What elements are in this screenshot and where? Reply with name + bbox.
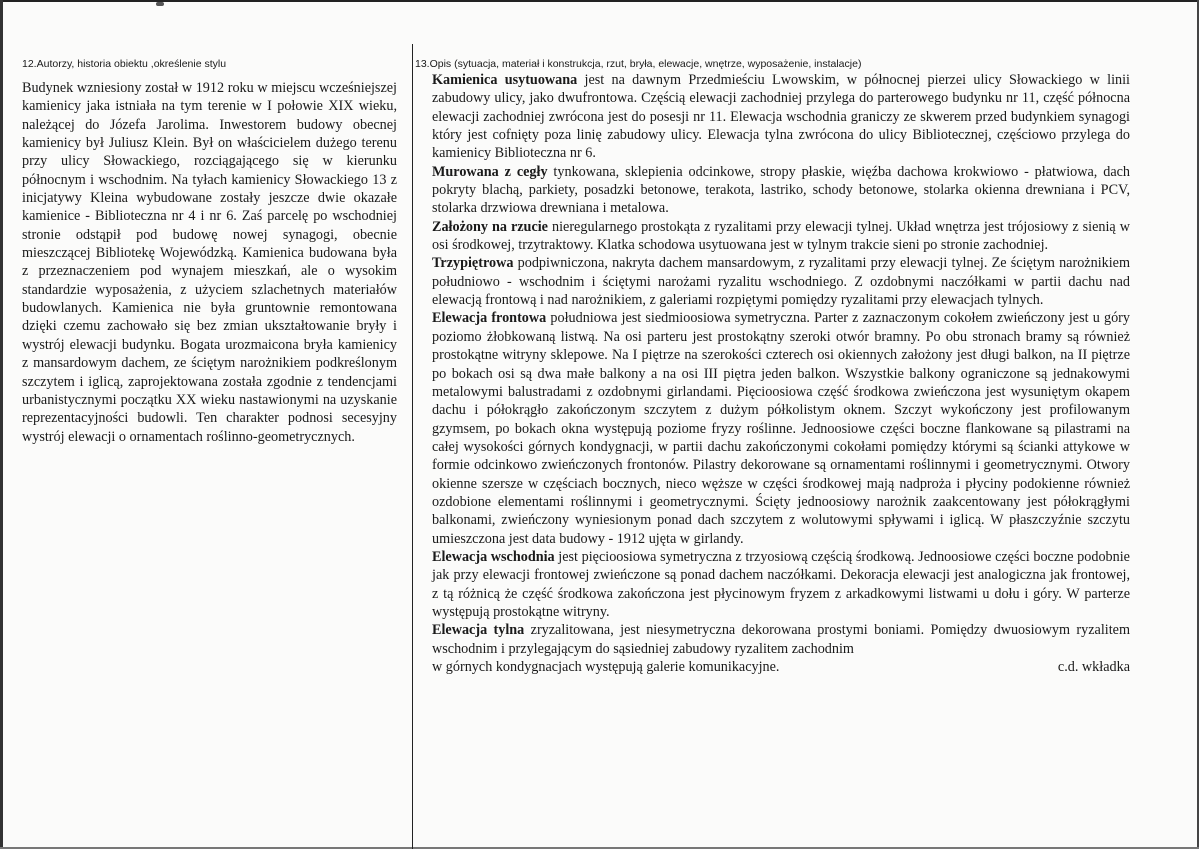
scan-mark	[156, 2, 164, 6]
east-facade-lead: Elewacja wschodnia	[432, 548, 555, 565]
massing-paragraph	[432, 254, 1130, 309]
construction-lead: Murowana z cegły	[432, 163, 548, 180]
floorplan-paragraph	[432, 218, 1130, 255]
construction-text: tynkowana, sklepienia odcinkowe, stropy płaskie, więźba dachowa krokwiowo - płatwiowa, dach pokryty blachą, parkiety, posadzki betonowe, terakota, lastriko, schody betonowe, stolarka okienna drewniana i PCV, stolarka drzwiowa drewniana i metalowa.	[432, 163, 1131, 217]
history-paragraph: Budynek wzniesiony został w 1912 roku w miejscu wcześniejszej kamienicy jaka istniała na tym terenie w I połowie XIX wieku, należącej do Józefa Jarolima. Inwestorem budowy obecnej kamienicy był Juliusz Klein. Był on właścicielem dużego terenu przy ulicy Słowackiego, rozciągającego się w kierunku północnym i wschodnim. Na tyłach kamienicy Słowackiego 13 z inicjatywy Kleina wybudowane zostały jeszcze dwie okazałe kamienice - Biblioteczna nr 4 i nr 6. Zaś parcelę po wschodniej stronie odstąpił pod budowę nowej synagogi, obecnie mieszczącej Bibliotekę Wojewódzką. Kamienica budowana była z przeznaczeniem pod wynajem mieszkań, ale o wysokim standardzie wyposażenia, z użyciem szlachetnych materiałów budowlanych. Kamienica nie była gruntownie remontowana dzięki czemu zachowało się bez zmian ukształtowanie bryły i wystrój elewacji budynku. Bogata urozmaicona bryła kamienicy z mansardowym dachem, ze ściętym narożnikiem podkreślonym szczytem i iglicą, zaprojektowana została zgodnie z tendencjami urbanistycznymi początku XX wieku nastawionymi na uzyskanie reprezentacyjności budowli. Ten charakter podnosi secesyjny wystrój elewacji o ornamentach roślinno-geometrycznych.	[22, 80, 397, 445]
column-divider	[412, 44, 413, 849]
massing-lead: Trzypiętrowa	[432, 255, 514, 272]
continuation-note: c.d. wkładka	[1057, 659, 1130, 675]
front-facade-lead: Elewacja frontowa	[432, 310, 547, 327]
construction-paragraph	[432, 163, 1130, 218]
section-12-heading: 12.Autorzy, historia obiektu ,określenie stylu	[22, 58, 227, 70]
location-lead: Kamienica usytuowana	[432, 72, 578, 88]
rear-facade-last-line: w górnych kondygnacjach występują galerie komunikacyjne.	[432, 659, 780, 675]
rear-facade-paragraph	[432, 621, 1130, 658]
rear-facade-lead: Elewacja tylna	[432, 622, 525, 639]
east-facade-text: jest pięcioosiowa symetryczna z trzyosiową częścią środkową. Jednoosiowe części boczne podobnie jak przy elewacji frontowej zwieńczone są ponad dachem naczółkami. Dekoracja elewacji jest analogiczna jak frontowej, z tą różnicą że część środkowa zakończona jest płycinowym fryzem z arkadkowymi listwami u dołu i góry. W parterze występują prostokątne witryny.	[432, 548, 1130, 620]
page-left-edge	[0, 0, 3, 849]
page-top-edge	[0, 0, 1199, 2]
floorplan-lead: Założony na rzucie	[432, 218, 548, 235]
front-facade-text: południowa jest siedmioosiowa symetryczna. Parter z zaznaczonym cokołem zwieńczony jest u góry poziomo żłobkowaną listwą. Na osi parteru jest prostokątny szeroki otwór bramny. Po obu stronach bramy są również prostokątne witryny sklepowe. Na I piętrze na szerokości czterech osi okiennych założony jest długi balkon, na II piętrze po bokach osi są dwa małe balkony a na osi III piętra jeden balkon. Wszystkie balkony ograniczone są jednakowymi metalowymi balustradami z ozdobnymi girlandami. Pięcioosiowa część środkowa zwieńczona jest wysuniętym okapem dachu i półokrągło zakończonym szczytem z dużym półkolistym oknem. Szczyt wykończony jest profilowanym gzymsem, po bokach okna występują poziome fryzy roślinne. Jednoosiowe części boczne flankowane są pilastrami na całej wysokości górnych kondygnacji, w partii dachu zakończonymi cokołami pomiędzy którymi są ścianki attykowe w formie odcinkowo zwieńczonych frontonów. Pilastry dekorowane są ornamentami roślinnymi i geometrycznymi. Otwory okienne szersze w częściach bocznych, nieco węższe w części środkowej mają nadproża i płyciny podokienne również ozdobione elementami roślinnymi i geometrycznymi. Ścięty jednoosiowy narożnik zaakcentowany jest półokrągłymi balkonami, zwieńczony wyniesionym ponad dach szczytem z wolutowymi spływami i iglicą. W płaszczyźnie szczytu umieszczona jest data budowy - 1912 ujęta w girlandy.	[432, 310, 1130, 547]
location-paragraph	[432, 71, 1130, 163]
east-facade-paragraph	[432, 548, 1130, 621]
front-facade-paragraph	[432, 309, 1130, 547]
massing-text: podpiwniczona, nakryta dachem mansardowym, z ryzalitami przy elewacji tylnej. Ze ściętym narożnikiem południowo - wschodnim i ściętymi narożami ryzalitu wschodniego. Z ozdobnymi naczółkami w partii dachu nad elewacją frontową i nad narożnikiem, z galeriami rozpiętymi pomiędzy ryzalitami przy elewacjach tylnych.	[432, 255, 1130, 309]
final-line-row	[432, 658, 1130, 676]
section-12-body	[22, 79, 397, 446]
location-text: jest na dawnym Przedmieściu Lwowskim, w północnej pierzei ulicy Słowackiego w linii zabudowy ulicy, jako dwufrontowa. Częścią elewacji zachodniej przylega do parterowego budynku nr 11, część północna elewacji zachodniej zwrócona jest do posesji nr 11. Elewacja wschodnia graniczy ze skwerem przed budynkiem synagogi który jest cofnięty poza linię zabudowy ulicy. Elewacja tylna zwrócona do ulicy Bibliotecznej, częściowo przylega do kamienicy Biblioteczna nr 6.	[432, 72, 1130, 162]
floorplan-text: nieregularnego prostokąta z ryzalitami przy elewacji tylnej. Układ wnętrza jest trójosiowy z sienią w osi środkowej, trzytraktowy. Klatka schodowa usytuowana jest w tylnym trakcie sieni po stronie zachodniej.	[432, 218, 1130, 254]
section-13-body	[432, 71, 1130, 676]
section-13-heading: 13.Opis (sytuacja, materiał i konstrukcja, rzut, bryła, elewacje, wnętrze, wyposażenie, instalacje)	[415, 58, 862, 70]
rear-facade-text: zryzalitowana, jest niesymetryczna dekorowana prostymi boniami. Pomiędzy dwuosiowym ryzalitem wschodnim i przylegającym do sąsiedniej zabudowy ryzalitem zachodnim	[432, 622, 1131, 657]
